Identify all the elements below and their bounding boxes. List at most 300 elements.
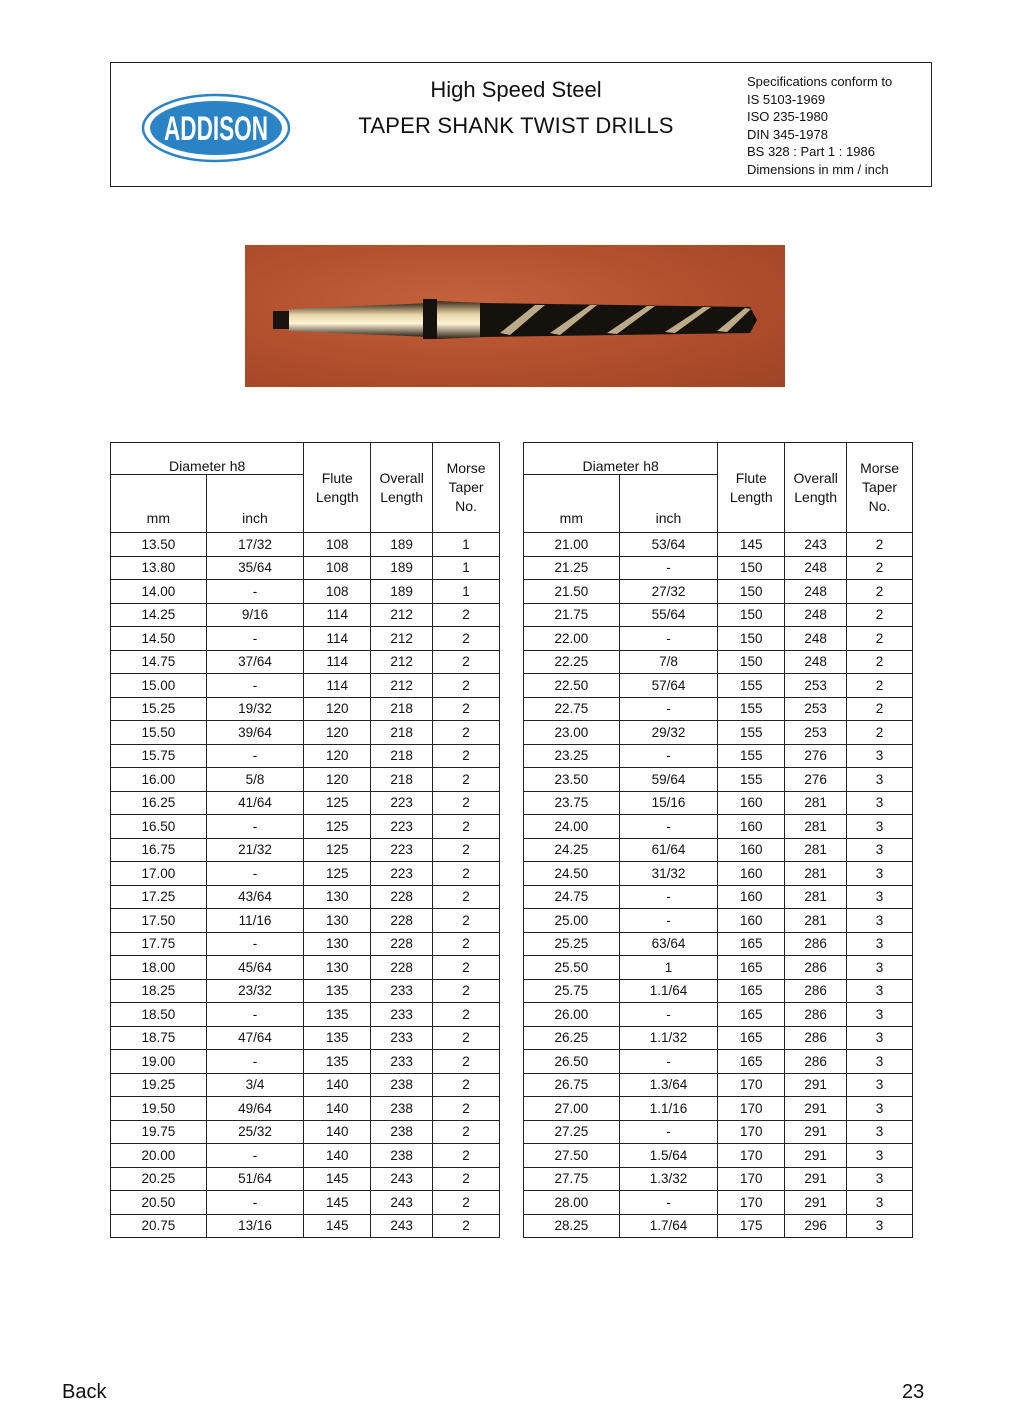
flute-length-cell: 120 [304,768,371,792]
flute-length-cell: 140 [304,1097,371,1121]
morse-taper-cell: 2 [433,1003,500,1027]
diameter-header: Diameter h8 [524,443,718,475]
diameter-inch-cell: 23/32 [206,979,304,1003]
overall-length-cell: 228 [371,909,433,933]
table-row [524,956,913,980]
diameter-inch-cell: - [206,1003,304,1027]
diameter-mm-cell: 18.00 [111,956,207,980]
morse-taper-header: Morse Taper No. [433,443,500,533]
overall-length-cell: 281 [785,815,847,839]
table-row [524,838,913,862]
table-row [524,556,913,580]
morse-taper-cell: 3 [847,956,913,980]
flute-length-cell: 155 [718,744,785,768]
table-row [524,1073,913,1097]
overall-length-cell: 281 [785,885,847,909]
diameter-inch-cell: - [619,627,718,651]
morse-taper-cell: 3 [847,909,913,933]
diameter-mm-cell: 19.50 [111,1097,207,1121]
table-row [111,697,500,721]
diameter-inch-cell: 1.3/32 [619,1167,718,1191]
flute-length-cell: 125 [304,838,371,862]
overall-length-cell: 281 [785,791,847,815]
diameter-mm-cell: 17.00 [111,862,207,886]
diameter-inch-cell: 1 [619,956,718,980]
flute-length-cell: 130 [304,909,371,933]
overall-length-cell: 253 [785,674,847,698]
diameter-mm-cell: 16.25 [111,791,207,815]
diameter-inch-cell: 59/64 [619,768,718,792]
diameter-mm-cell: 17.50 [111,909,207,933]
spec-line: BS 328 : Part 1 : 1986 [747,144,875,159]
diameter-inch-cell: - [619,556,718,580]
diameter-inch-cell: 57/64 [619,674,718,698]
table-row [111,791,500,815]
diameter-inch-cell: - [619,1191,718,1215]
table-row [524,721,913,745]
morse-taper-cell: 3 [847,838,913,862]
morse-taper-cell: 2 [847,627,913,651]
diameter-mm-cell: 16.00 [111,768,207,792]
table-row [524,1167,913,1191]
diameter-mm-cell: 20.00 [111,1144,207,1168]
table-row [111,1167,500,1191]
morse-taper-cell: 3 [847,1003,913,1027]
flute-length-cell: 125 [304,791,371,815]
taper-shank-drill-image [245,245,785,387]
diameter-mm-cell: 18.75 [111,1026,207,1050]
overall-length-cell: 223 [371,862,433,886]
table-row [524,744,913,768]
table-row [524,909,913,933]
diameter-mm-cell: 17.25 [111,885,207,909]
diameter-mm-cell: 26.75 [524,1073,620,1097]
morse-taper-cell: 2 [433,885,500,909]
table-row [111,885,500,909]
morse-taper-cell: 3 [847,1073,913,1097]
flute-length-cell: 160 [718,862,785,886]
overall-length-cell: 233 [371,1003,433,1027]
spec-line: ISO 235-1980 [747,109,828,124]
diameter-inch-cell: 3/4 [206,1073,304,1097]
overall-length-cell: 248 [785,650,847,674]
table-row [524,533,913,557]
flute-length-cell: 165 [718,956,785,980]
morse-taper-cell: 2 [433,909,500,933]
flute-length-cell: 108 [304,556,371,580]
flute-length-cell: 160 [718,815,785,839]
flute-length-cell: 165 [718,1026,785,1050]
diameter-inch-cell: 39/64 [206,721,304,745]
morse-taper-cell: 2 [433,932,500,956]
table-row [524,580,913,604]
diameter-mm-cell: 25.25 [524,932,620,956]
diameter-mm-cell: 25.50 [524,956,620,980]
morse-taper-cell: 2 [433,815,500,839]
diameter-inch-cell: - [619,1050,718,1074]
morse-taper-cell: 2 [847,533,913,557]
diameter-inch-cell: 31/32 [619,862,718,886]
table-row [111,1003,500,1027]
table-row [111,838,500,862]
flute-length-cell: 114 [304,674,371,698]
flute-length-cell: 145 [304,1214,371,1238]
overall-length-cell: 296 [785,1214,847,1238]
title-line-2: TAPER SHANK TWIST DRILLS [358,113,674,138]
flute-length-cell: 130 [304,932,371,956]
table-row [524,862,913,886]
diameter-mm-cell: 27.25 [524,1120,620,1144]
morse-taper-cell: 2 [847,580,913,604]
diameter-mm-cell: 19.00 [111,1050,207,1074]
flute-length-cell: 150 [718,650,785,674]
flute-length-cell: 120 [304,744,371,768]
overall-length-cell: 248 [785,603,847,627]
diameter-inch-cell: 1.1/16 [619,1097,718,1121]
drill-table-right [523,442,913,1238]
diameter-inch-cell: - [206,674,304,698]
morse-taper-cell: 2 [433,674,500,698]
table-row [111,556,500,580]
diameter-inch-cell: 63/64 [619,932,718,956]
morse-taper-cell: 2 [433,1120,500,1144]
right-table-body [524,533,913,1238]
flute-length-cell: 170 [718,1097,785,1121]
diameter-mm-cell: 22.75 [524,697,620,721]
overall-length-cell: 189 [371,556,433,580]
diameter-mm-cell: 16.50 [111,815,207,839]
overall-length-cell: 281 [785,909,847,933]
table-row [524,1144,913,1168]
diameter-mm-cell: 27.50 [524,1144,620,1168]
flute-length-cell: 135 [304,979,371,1003]
table-row [111,909,500,933]
overall-length-cell: 243 [371,1191,433,1215]
left-table-body [111,533,500,1238]
diameter-inch-cell: - [619,1120,718,1144]
document-header [110,62,932,187]
morse-taper-header: Morse Taper No. [847,443,913,533]
overall-length-cell: 291 [785,1097,847,1121]
flute-length-cell: 114 [304,650,371,674]
overall-length-cell: 218 [371,768,433,792]
flute-length-cell: 160 [718,791,785,815]
diameter-mm-cell: 27.00 [524,1097,620,1121]
diameter-inch-cell: 11/16 [206,909,304,933]
table-row [524,885,913,909]
diameter-inch-cell: 47/64 [206,1026,304,1050]
table-row [111,533,500,557]
morse-taper-cell: 3 [847,1191,913,1215]
flute-length-cell: 165 [718,979,785,1003]
diameter-mm-cell: 26.50 [524,1050,620,1074]
diameter-inch-cell: 49/64 [206,1097,304,1121]
diameter-inch-cell: - [206,1191,304,1215]
diameter-inch-cell: - [619,1003,718,1027]
diameter-mm-cell: 24.25 [524,838,620,862]
diameter-mm-cell: 28.00 [524,1191,620,1215]
diameter-mm-cell: 23.00 [524,721,620,745]
diameter-inch-cell: 17/32 [206,533,304,557]
overall-length-cell: 291 [785,1191,847,1215]
diameter-inch-cell: 5/8 [206,768,304,792]
diameter-inch-cell: 61/64 [619,838,718,862]
diameter-mm-cell: 18.25 [111,979,207,1003]
diameter-inch-cell: 9/16 [206,603,304,627]
overall-length-cell: 248 [785,556,847,580]
diameter-inch-cell: 19/32 [206,697,304,721]
diameter-inch-cell: 55/64 [619,603,718,627]
morse-taper-cell: 2 [433,697,500,721]
flute-length-cell: 114 [304,603,371,627]
overall-length-cell: 248 [785,580,847,604]
diameter-mm-cell: 15.00 [111,674,207,698]
mm-header: mm [524,475,620,533]
diameter-inch-cell: 21/32 [206,838,304,862]
diameter-inch-cell: - [206,627,304,651]
diameter-mm-cell: 22.50 [524,674,620,698]
overall-length-cell: 243 [371,1167,433,1191]
overall-length-cell: 238 [371,1120,433,1144]
morse-taper-cell: 2 [433,627,500,651]
overall-length-header: Overall Length [785,443,847,533]
flute-length-cell: 160 [718,909,785,933]
flute-length-cell: 155 [718,768,785,792]
morse-taper-cell: 2 [433,862,500,886]
overall-length-cell: 286 [785,1050,847,1074]
table-row [524,768,913,792]
flute-length-cell: 135 [304,1026,371,1050]
diameter-mm-cell: 23.50 [524,768,620,792]
overall-length-cell: 286 [785,1003,847,1027]
flute-length-cell: 155 [718,721,785,745]
flute-length-cell: 114 [304,627,371,651]
diameter-mm-cell: 28.25 [524,1214,620,1238]
flute-length-cell: 140 [304,1073,371,1097]
flute-length-cell: 145 [718,533,785,557]
diameter-mm-cell: 25.00 [524,909,620,933]
diameter-inch-cell: 53/64 [619,533,718,557]
page-number: 23 [902,1381,925,1403]
diameter-inch-cell: 27/32 [619,580,718,604]
flute-length-cell: 150 [718,556,785,580]
flute-length-cell: 155 [718,674,785,698]
diameter-inch-cell: - [206,815,304,839]
morse-taper-cell: 2 [433,744,500,768]
overall-length-cell: 276 [785,744,847,768]
inch-header: inch [619,475,718,533]
diameter-mm-cell: 25.75 [524,979,620,1003]
table-row [111,1214,500,1238]
morse-taper-cell: 2 [433,768,500,792]
flute-length-cell: 170 [718,1120,785,1144]
diameter-inch-cell: 1.7/64 [619,1214,718,1238]
morse-taper-cell: 3 [847,1026,913,1050]
table-row [524,650,913,674]
overall-length-cell: 228 [371,885,433,909]
flute-length-cell: 165 [718,1003,785,1027]
diameter-mm-cell: 15.50 [111,721,207,745]
morse-taper-cell: 2 [433,1191,500,1215]
overall-length-cell: 233 [371,1026,433,1050]
diameter-mm-cell: 21.50 [524,580,620,604]
table-row [111,1073,500,1097]
morse-taper-cell: 3 [847,1167,913,1191]
table-row [111,580,500,604]
overall-length-cell: 218 [371,697,433,721]
morse-taper-cell: 2 [433,1167,500,1191]
morse-taper-cell: 2 [433,603,500,627]
morse-taper-cell: 2 [433,650,500,674]
flute-length-cell: 170 [718,1144,785,1168]
specifications [747,73,892,178]
morse-taper-cell: 1 [433,556,500,580]
overall-length-cell: 238 [371,1097,433,1121]
spec-line: IS 5103-1969 [747,91,826,107]
morse-taper-cell: 3 [847,1097,913,1121]
morse-taper-cell: 2 [847,650,913,674]
flute-length-cell: 140 [304,1120,371,1144]
diameter-header: Diameter h8 [111,443,304,475]
flute-length-cell: 155 [718,697,785,721]
morse-taper-cell: 3 [847,885,913,909]
diameter-mm-cell: 24.75 [524,885,620,909]
morse-taper-cell: 3 [847,791,913,815]
morse-taper-cell: 3 [847,979,913,1003]
table-row [111,956,500,980]
title-line-1: High Speed Steel [430,77,602,102]
diameter-mm-cell: 16.75 [111,838,207,862]
overall-length-cell: 243 [785,533,847,557]
diameter-inch-cell: 1.3/64 [619,1073,718,1097]
morse-taper-cell: 3 [847,744,913,768]
flute-length-cell: 140 [304,1144,371,1168]
flute-length-cell: 125 [304,862,371,886]
diameter-inch-cell: 25/32 [206,1120,304,1144]
diameter-inch-cell: 1.1/64 [619,979,718,1003]
morse-taper-cell: 2 [847,697,913,721]
flute-length-cell: 170 [718,1073,785,1097]
diameter-mm-cell: 21.25 [524,556,620,580]
flute-length-cell: 130 [304,885,371,909]
overall-length-cell: 218 [371,744,433,768]
diameter-mm-cell: 24.00 [524,815,620,839]
morse-taper-cell: 3 [847,1144,913,1168]
diameter-mm-cell: 14.50 [111,627,207,651]
overall-length-cell: 212 [371,650,433,674]
flute-length-cell: 120 [304,721,371,745]
flute-length-cell: 165 [718,1050,785,1074]
spec-line: Specifications conform to [747,74,893,89]
table-row [524,627,913,651]
table-row [524,979,913,1003]
table-row [524,603,913,627]
diameter-mm-cell: 26.00 [524,1003,620,1027]
diameter-inch-cell: 51/64 [206,1167,304,1191]
table-row [111,1026,500,1050]
flute-length-cell: 135 [304,1003,371,1027]
table-row [111,932,500,956]
flute-length-cell: 160 [718,838,785,862]
table-row [111,650,500,674]
inch-header: inch [206,475,304,533]
diameter-inch-cell: - [206,862,304,886]
morse-taper-cell: 2 [847,556,913,580]
table-row [111,603,500,627]
flute-length-header: Flute Length [718,443,785,533]
diameter-mm-cell: 27.75 [524,1167,620,1191]
spec-line: DIN 345-1978 [747,126,828,142]
flute-length-cell: 170 [718,1167,785,1191]
table-row [111,862,500,886]
table-row [524,791,913,815]
overall-length-cell: 228 [371,956,433,980]
table-row [111,674,500,698]
diameter-inch-cell: 1.5/64 [619,1144,718,1168]
diameter-mm-cell: 15.25 [111,697,207,721]
flute-length-cell: 125 [304,815,371,839]
diameter-inch-cell: 37/64 [206,650,304,674]
diameter-inch-cell: 29/32 [619,721,718,745]
morse-taper-cell: 2 [433,956,500,980]
diameter-inch-cell: - [206,1050,304,1074]
flute-length-cell: 150 [718,627,785,651]
back-link[interactable]: Back [62,1381,107,1403]
morse-taper-cell: 2 [847,721,913,745]
diameter-inch-cell: - [619,909,718,933]
diameter-inch-cell: 15/16 [619,791,718,815]
diameter-mm-cell: 14.00 [111,580,207,604]
flute-length-cell: 145 [304,1167,371,1191]
table-row [111,627,500,651]
overall-length-cell: 233 [371,1050,433,1074]
flute-length-cell: 170 [718,1191,785,1215]
overall-length-cell: 238 [371,1073,433,1097]
flute-length-cell: 175 [718,1214,785,1238]
overall-length-cell: 243 [371,1214,433,1238]
diameter-inch-cell: - [619,885,718,909]
table-row [524,697,913,721]
diameter-mm-cell: 21.00 [524,533,620,557]
diameter-mm-cell: 20.50 [111,1191,207,1215]
table-row [524,1003,913,1027]
overall-length-cell: 238 [371,1144,433,1168]
flute-length-cell: 165 [718,932,785,956]
diameter-mm-cell: 19.75 [111,1120,207,1144]
table-row [524,1120,913,1144]
table-row [111,979,500,1003]
morse-taper-cell: 3 [847,1214,913,1238]
overall-length-cell: 291 [785,1144,847,1168]
drill-photo [245,245,785,387]
diameter-mm-cell: 24.50 [524,862,620,886]
flute-length-cell: 120 [304,697,371,721]
morse-taper-cell: 2 [433,1144,500,1168]
diameter-inch-cell: - [619,815,718,839]
diameter-inch-cell: - [206,1144,304,1168]
overall-length-cell: 223 [371,791,433,815]
morse-taper-cell: 3 [847,862,913,886]
morse-taper-cell: 2 [847,674,913,698]
overall-length-cell: 228 [371,932,433,956]
diameter-inch-cell: 1.1/32 [619,1026,718,1050]
diameter-inch-cell: 13/16 [206,1214,304,1238]
mm-header: mm [111,475,207,533]
diameter-inch-cell: 35/64 [206,556,304,580]
table-row [111,721,500,745]
morse-taper-cell: 3 [847,815,913,839]
diameter-inch-cell: - [206,744,304,768]
